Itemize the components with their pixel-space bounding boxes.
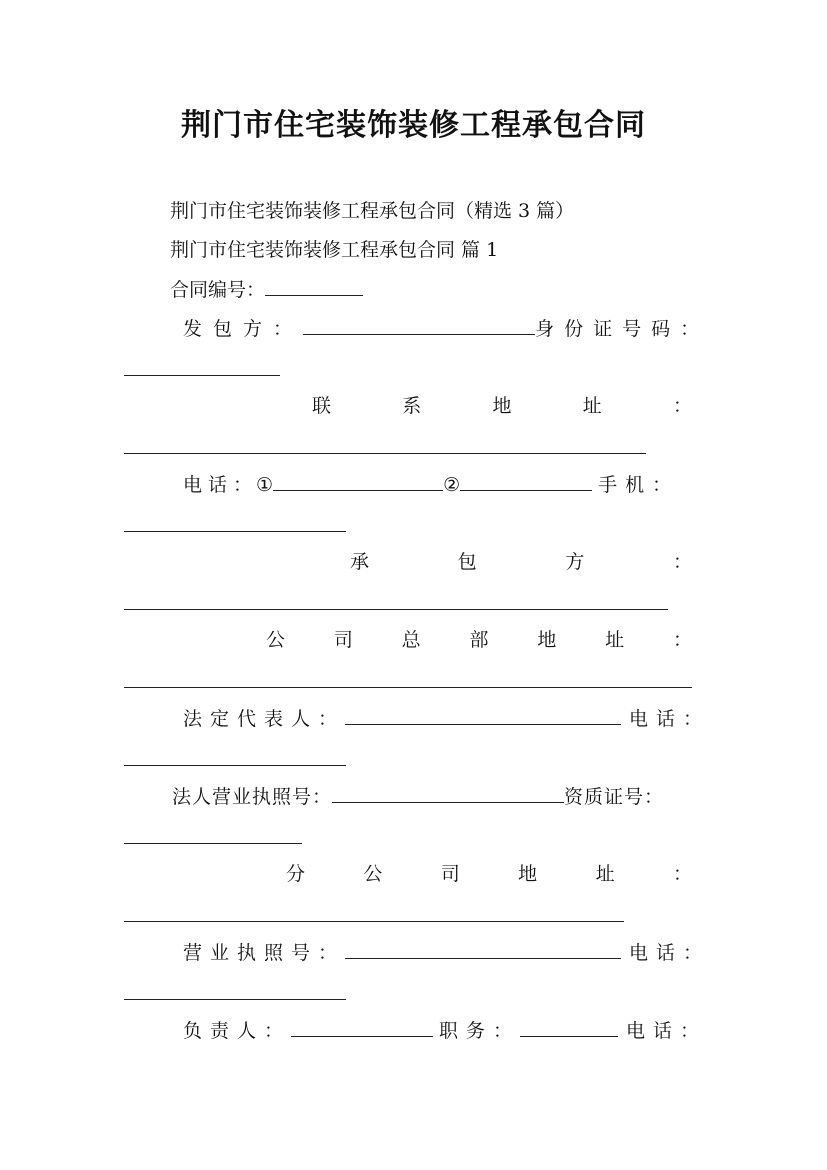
duty-label: 职务： — [439, 1020, 521, 1042]
id-number-label: 身份证号码： — [535, 318, 710, 340]
client-colon: ： — [273, 318, 304, 340]
branch-char-2: 公 — [363, 863, 383, 885]
hq-char-6: 址 — [605, 629, 625, 651]
id-number-blank — [124, 374, 280, 376]
branch-address-row — [286, 860, 692, 888]
hq-char-3: 总 — [401, 629, 421, 651]
phone-label-1: 电 — [183, 474, 209, 496]
client-row — [183, 314, 709, 343]
hq-colon: ： — [672, 629, 692, 651]
contractor-colon: ： — [672, 551, 692, 573]
section-heading: 荆门市住宅装饰装修工程承包合同 篇 1 — [170, 239, 499, 261]
branch-license-blank — [345, 938, 621, 959]
branch-phone-label: 电话： — [629, 942, 711, 964]
contractor-char-1: 承 — [350, 551, 370, 573]
phone-one-blank — [273, 470, 443, 491]
contact-address-char-2: 系 — [402, 395, 422, 417]
contract-number-label: 合同编号： — [170, 279, 266, 301]
contractor-row — [350, 548, 692, 576]
phone-two-blank — [460, 470, 592, 491]
branch-address-blank — [124, 920, 624, 922]
branch-colon: ： — [672, 863, 692, 885]
phone-row — [183, 470, 679, 499]
subtitle: 荆门市住宅装饰装修工程承包合同（精选 3 篇） — [170, 200, 575, 222]
headquarters-address-blank — [124, 686, 692, 688]
contact-address-row — [312, 392, 692, 420]
business-license-blank — [332, 782, 564, 803]
qualification-label: 资质证号： — [564, 786, 665, 808]
legal-representative-blank — [345, 704, 621, 725]
contract-number-blank — [265, 275, 363, 296]
legal-phone-label: 电话： — [629, 708, 711, 730]
branch-char-3: 司 — [440, 863, 460, 885]
branch-license-row — [183, 938, 710, 967]
contact-address-char-1: 联 — [312, 395, 332, 417]
client-label-1: 发 — [183, 318, 214, 340]
contact-address-colon: ： — [672, 395, 692, 417]
branch-phone-blank — [124, 998, 346, 1000]
person-in-charge-blank — [291, 1016, 433, 1037]
client-label-2: 包 — [213, 318, 244, 340]
contact-address-char-4: 址 — [582, 395, 602, 417]
person-in-charge-row — [183, 1016, 707, 1045]
legal-representative-row — [183, 704, 710, 733]
business-license-label: 法人营业执照号： — [172, 786, 333, 808]
mobile-label: 手机： — [598, 474, 680, 496]
contact-address-blank — [124, 452, 646, 454]
contact-address-char-3: 地 — [492, 395, 512, 417]
hq-char-1: 公 — [266, 629, 286, 651]
person-in-charge-label: 负责人： — [183, 1020, 292, 1042]
duty-blank — [520, 1016, 618, 1037]
hq-char-2: 司 — [333, 629, 353, 651]
mobile-blank — [124, 530, 346, 532]
phone-one-marker: ① — [256, 474, 274, 496]
contract-number-row — [170, 275, 363, 304]
document-title: 荆门市住宅装饰装修工程承包合同 — [181, 108, 646, 143]
legal-representative-label: 法定代表人： — [183, 708, 346, 730]
branch-license-label: 营业执照号： — [183, 942, 346, 964]
client-blank — [303, 314, 535, 335]
business-license-row — [172, 782, 664, 811]
phone-colon: ： — [233, 474, 257, 496]
client-label-3: 方 — [243, 318, 274, 340]
legal-phone-blank — [124, 764, 346, 766]
phone-two-marker: ② — [443, 474, 461, 496]
contractor-char-3: 方 — [565, 551, 585, 573]
qualification-blank — [124, 842, 302, 844]
branch-char-4: 地 — [518, 863, 538, 885]
hq-char-4: 部 — [469, 629, 489, 651]
branch-char-1: 分 — [286, 863, 306, 885]
phone-label-2: 话 — [208, 474, 234, 496]
branch-char-5: 址 — [595, 863, 615, 885]
contractor-blank — [124, 608, 668, 610]
headquarters-address-row — [266, 626, 692, 654]
contractor-char-2: 包 — [457, 551, 477, 573]
hq-char-5: 地 — [537, 629, 557, 651]
resp-phone-label: 电话： — [626, 1020, 708, 1042]
